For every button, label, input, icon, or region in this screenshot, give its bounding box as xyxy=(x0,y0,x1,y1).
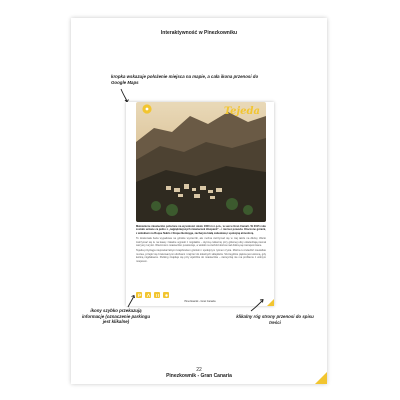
icons-annotation-arrow-icon xyxy=(125,294,137,308)
hiking-icon xyxy=(145,292,151,298)
page-number: 22 xyxy=(196,367,202,373)
pin-annotation: kropka wskazuje położenie miejsca na mapie, a cała ikona przenosi do Google Maps xyxy=(111,74,259,85)
place-photo xyxy=(136,102,266,222)
map-pin-icon[interactable] xyxy=(142,104,152,114)
description-paragraph: Tejeda przyciąga niepowtarzalnym krajobrazem górskim i spokojnym rytmem życia. Można tu zwiedzić niewielkie muzea, przejść się brukowanymi uliczkami i zajrzeć do lokalnych sklepików. Szczególnie piękna jest wiosną, gdy kwitną migdałowce. Parking znajduje się przy wjeździe do miasteczka – zazwyczaj nie ma problemu z wolnym miejscem. xyxy=(136,249,266,263)
table-of-contents-corner-link[interactable] xyxy=(267,299,274,306)
info-icons xyxy=(136,292,169,298)
place-card xyxy=(126,102,274,306)
page-footer: Pinezkownik - Gran Canaria xyxy=(166,373,232,379)
icons-annotation: ikony szybko przekazują informacje (oznaczenie parkingu jest klikalne) xyxy=(81,308,151,325)
page-heading: Interaktywność w Pinezkowniku xyxy=(160,30,238,36)
description-paragraph: To doskonała baza wypadowa na górskie wycieczki, ale można zatrzymać się w niej także na dłużej. Warto zatrzymać się tu na kawę i lokalne wypieki z migdałów – słynną cukiernię przy głównej ulicy odwiedzają niemal wszyscy turyści. Wieczorem miasteczko pustoszeje, a widoki na zachód słońca nad doliną są niezapomniane. xyxy=(136,237,266,248)
description-paragraph: Malownicze miasteczko położone na wysokości około 1000 m n.p.m., w sercu Gran Canarii. W 2015 roku zostało uznane za jedno z „najpiękniejszych miasteczek Hiszpanii” – i nie bez powodu. Otoczone górami, z widokiem na Roque Nublo i Roque Bentayga, zachwyca białą zabudową i spokojną atmosferą. xyxy=(136,225,266,235)
place-description xyxy=(136,225,266,265)
sun-icon xyxy=(163,292,169,298)
corner-annotation-arrow-icon xyxy=(249,298,265,312)
document-page xyxy=(71,18,327,384)
page-corner-link[interactable] xyxy=(315,372,327,384)
corner-annotation: klikalny róg strony przenosi do spisu treści xyxy=(236,314,314,325)
card-footer: Pinezkownik - Gran Canaria xyxy=(184,300,216,303)
food-icon xyxy=(154,292,160,298)
place-title: Tejeda xyxy=(223,106,260,117)
